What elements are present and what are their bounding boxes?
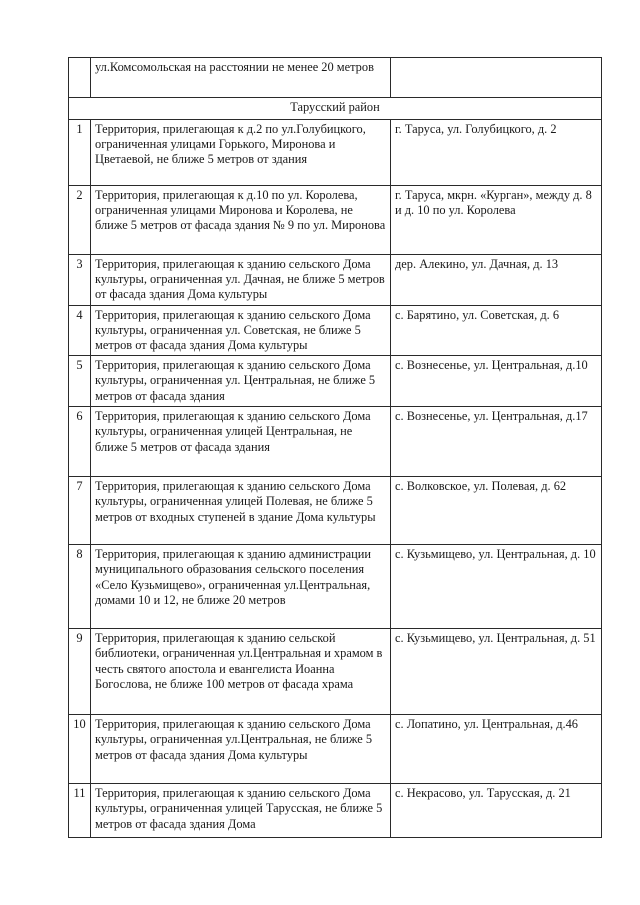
row-number: 3 — [69, 255, 91, 306]
row-description: Территория, прилегающая к зданию сельского Дома культуры, ограниченная ул. Центральная, не ближе 5 метров от фасада здания — [91, 356, 391, 407]
row-description: Территория, прилегающая к зданию сельского Дома культуры, ограниченная улицей Тарусская, не ближе 5 метров от фасада здания Дома — [91, 784, 391, 838]
district-header-row — [69, 98, 602, 120]
row-number: 7 — [69, 477, 91, 545]
row-number: 1 — [69, 120, 91, 186]
row-address: г. Таруса, ул. Голубицкого, д. 2 — [391, 120, 602, 186]
row-description: Территория, прилегающая к зданию администрации муниципального образования сельского поселения «Село Кузьмищево», ограниченная ул.Центральная, домами 10 и 12, не ближе 20 метров — [91, 545, 391, 629]
row-address: с. Некрасово, ул. Тарусская, д. 21 — [391, 784, 602, 838]
table-row — [69, 715, 602, 784]
table-row — [69, 305, 602, 356]
row-description: Территория, прилегающая к зданию сельского Дома культуры, ограниченная улицей Центральная, не ближе 5 метров от фасада здания — [91, 407, 391, 477]
row-address: с. Вознесенье, ул. Центральная, д.10 — [391, 356, 602, 407]
row-address: с. Лопатино, ул. Центральная, д.46 — [391, 715, 602, 784]
row-address: с. Вознесенье, ул. Центральная, д.17 — [391, 407, 602, 477]
table-row — [69, 186, 602, 255]
table-row — [69, 629, 602, 715]
table-row — [69, 477, 602, 545]
row-number: 2 — [69, 186, 91, 255]
row-description: Территория, прилегающая к зданию сельской библиотеки, ограниченная ул.Центральная и храмом в честь святого апостола и евангелиста Иоанна Богослова, не ближе 100 метров от фасада храма — [91, 629, 391, 715]
row-number: 11 — [69, 784, 91, 838]
locations-table — [68, 57, 602, 838]
row-number: 10 — [69, 715, 91, 784]
row-number: 9 — [69, 629, 91, 715]
row-number: 4 — [69, 305, 91, 356]
table-row — [69, 120, 602, 186]
table-row — [69, 255, 602, 306]
row-address — [391, 58, 602, 98]
row-description: Территория, прилегающая к зданию сельского Дома культуры, ограниченная ул. Советская, не ближе 5 метров от фасада здания Дома культуры — [91, 305, 391, 356]
row-address: г. Таруса, мкрн. «Курган», между д. 8 и д. 10 по ул. Королева — [391, 186, 602, 255]
row-address: дер. Алекино, ул. Дачная, д. 13 — [391, 255, 602, 306]
row-number: 5 — [69, 356, 91, 407]
row-description: Территория, прилегающая к зданию сельского Дома культуры, ограниченная ул. Дачная, не ближе 5 метров от фасада здания Дома культуры — [91, 255, 391, 306]
row-description: Территория, прилегающая к д.2 по ул.Голубицкого, ограниченная улицами Горького, Миронова и Цветаевой, не ближе 5 метров от здания — [91, 120, 391, 186]
table-row — [69, 356, 602, 407]
row-address: с. Барятино, ул. Советская, д. 6 — [391, 305, 602, 356]
row-address: с. Кузьмищево, ул. Центральная, д. 51 — [391, 629, 602, 715]
row-description: Территория, прилегающая к зданию сельского Дома культуры, ограниченная ул.Центральная, не ближе 5 метров от фасада здания Дома культуры — [91, 715, 391, 784]
row-description: Территория, прилегающая к д.10 по ул. Королева, ограниченная улицами Миронова и Королева, не ближе 5 метров от фасада здания № 9 по ул. Миронова — [91, 186, 391, 255]
row-description: ул.Комсомольская на расстоянии не менее 20 метров — [91, 58, 391, 98]
row-number: 6 — [69, 407, 91, 477]
table-row — [69, 545, 602, 629]
row-number — [69, 58, 91, 98]
table-row — [69, 407, 602, 477]
district-header: Тарусский район — [69, 98, 602, 120]
row-description: Территория, прилегающая к зданию сельского Дома культуры, ограниченная улицей Полевая, не ближе 5 метров от входных ступеней в здание Дома культуры — [91, 477, 391, 545]
row-address: с. Волковское, ул. Полевая, д. 62 — [391, 477, 602, 545]
table-row — [69, 784, 602, 838]
row-address: с. Кузьмищево, ул. Центральная, д. 10 — [391, 545, 602, 629]
table-row-continuation — [69, 58, 602, 98]
row-number: 8 — [69, 545, 91, 629]
